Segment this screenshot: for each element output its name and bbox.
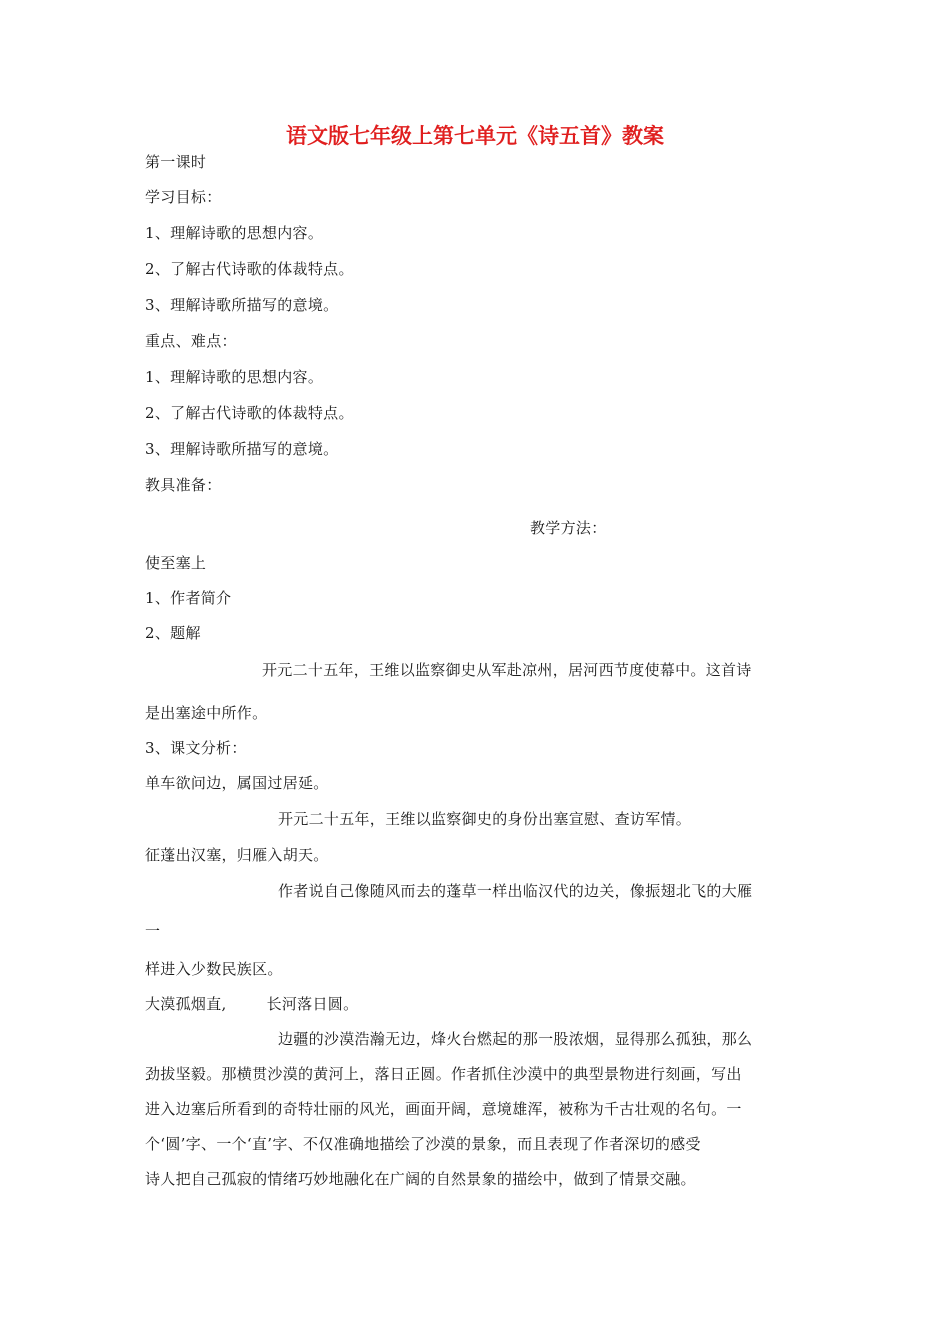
verse-note-cont: 一 <box>145 922 161 940</box>
keypoint-item: 1、理解诗歌的思想内容。 <box>145 368 324 386</box>
section-title-explanation: 2、题解 <box>145 624 201 642</box>
verse-note-cont: 劲拔坚毅。那横贯沙漠的黄河上，落日正圆。作者抓住沙漠中的典型景物进行刻画，写出 <box>145 1065 742 1083</box>
verse-note-cont: 样进入少数民族区。 <box>145 960 283 978</box>
objectives-heading: 学习目标： <box>145 188 222 206</box>
page-title: 语文版七年级上第七单元《诗五首》教案 <box>286 124 664 148</box>
verse-note: 开元二十五年，王维以监察御史的身份出塞宣慰、查访军情。 <box>278 810 692 828</box>
lesson-label: 第一课时 <box>145 153 207 171</box>
verse-note-cont: 进入边塞后所看到的奇特壮丽的风光，画面开阔，意境雄浑，被称为千古壮观的名句。一 <box>145 1100 742 1118</box>
keypoint-item: 3、理解诗歌所描写的意境。 <box>145 440 339 458</box>
section-author: 1、作者简介 <box>145 589 232 607</box>
section-analysis: 3、课文分析： <box>145 739 247 757</box>
keypoint-item: 2、了解古代诗歌的体裁特点。 <box>145 404 354 422</box>
intro-paragraph: 开元二十五年，王维以监察御史从军赴凉州，居河西节度使幕中。这首诗 <box>262 661 752 679</box>
objective-item: 2、了解古代诗歌的体裁特点。 <box>145 260 354 278</box>
objective-item: 1、理解诗歌的思想内容。 <box>145 224 324 242</box>
keypoints-heading: 重点、难点： <box>145 332 237 350</box>
verse-line: 征蓬出汉塞，归雁入胡天。 <box>145 846 329 864</box>
verse-line <box>145 993 358 1015</box>
methods-heading: 教学方法： <box>530 519 607 537</box>
verse-line: 单车欲问边，属国过居延。 <box>145 774 329 792</box>
verse-part: 大漠孤烟直, <box>145 995 227 1013</box>
verse-note: 边疆的沙漠浩瀚无边，烽火台燃起的那一股浓烟，显得那么孤独，那么 <box>278 1030 753 1048</box>
verse-part: 长河落日圆。 <box>266 995 359 1013</box>
objective-item: 3、理解诗歌所描写的意境。 <box>145 296 339 314</box>
tools-heading: 教具准备： <box>145 476 222 494</box>
poem-title: 使至塞上 <box>145 554 207 572</box>
intro-paragraph-cont: 是出塞途中所作。 <box>145 704 268 722</box>
verse-note: 作者说自己像随风而去的蓬草一样出临汉代的边关，像振翅北飞的大雁 <box>278 882 753 900</box>
verse-note-cont: 诗人把自己孤寂的情绪巧妙地融化在广阔的自然景象的描绘中，做到了情景交融。 <box>145 1170 696 1188</box>
verse-note-cont: 个‘圆’字、一个‘直’字、不仅准确地描绘了沙漠的景象，而且表现了作者深切的感受 <box>145 1135 701 1153</box>
